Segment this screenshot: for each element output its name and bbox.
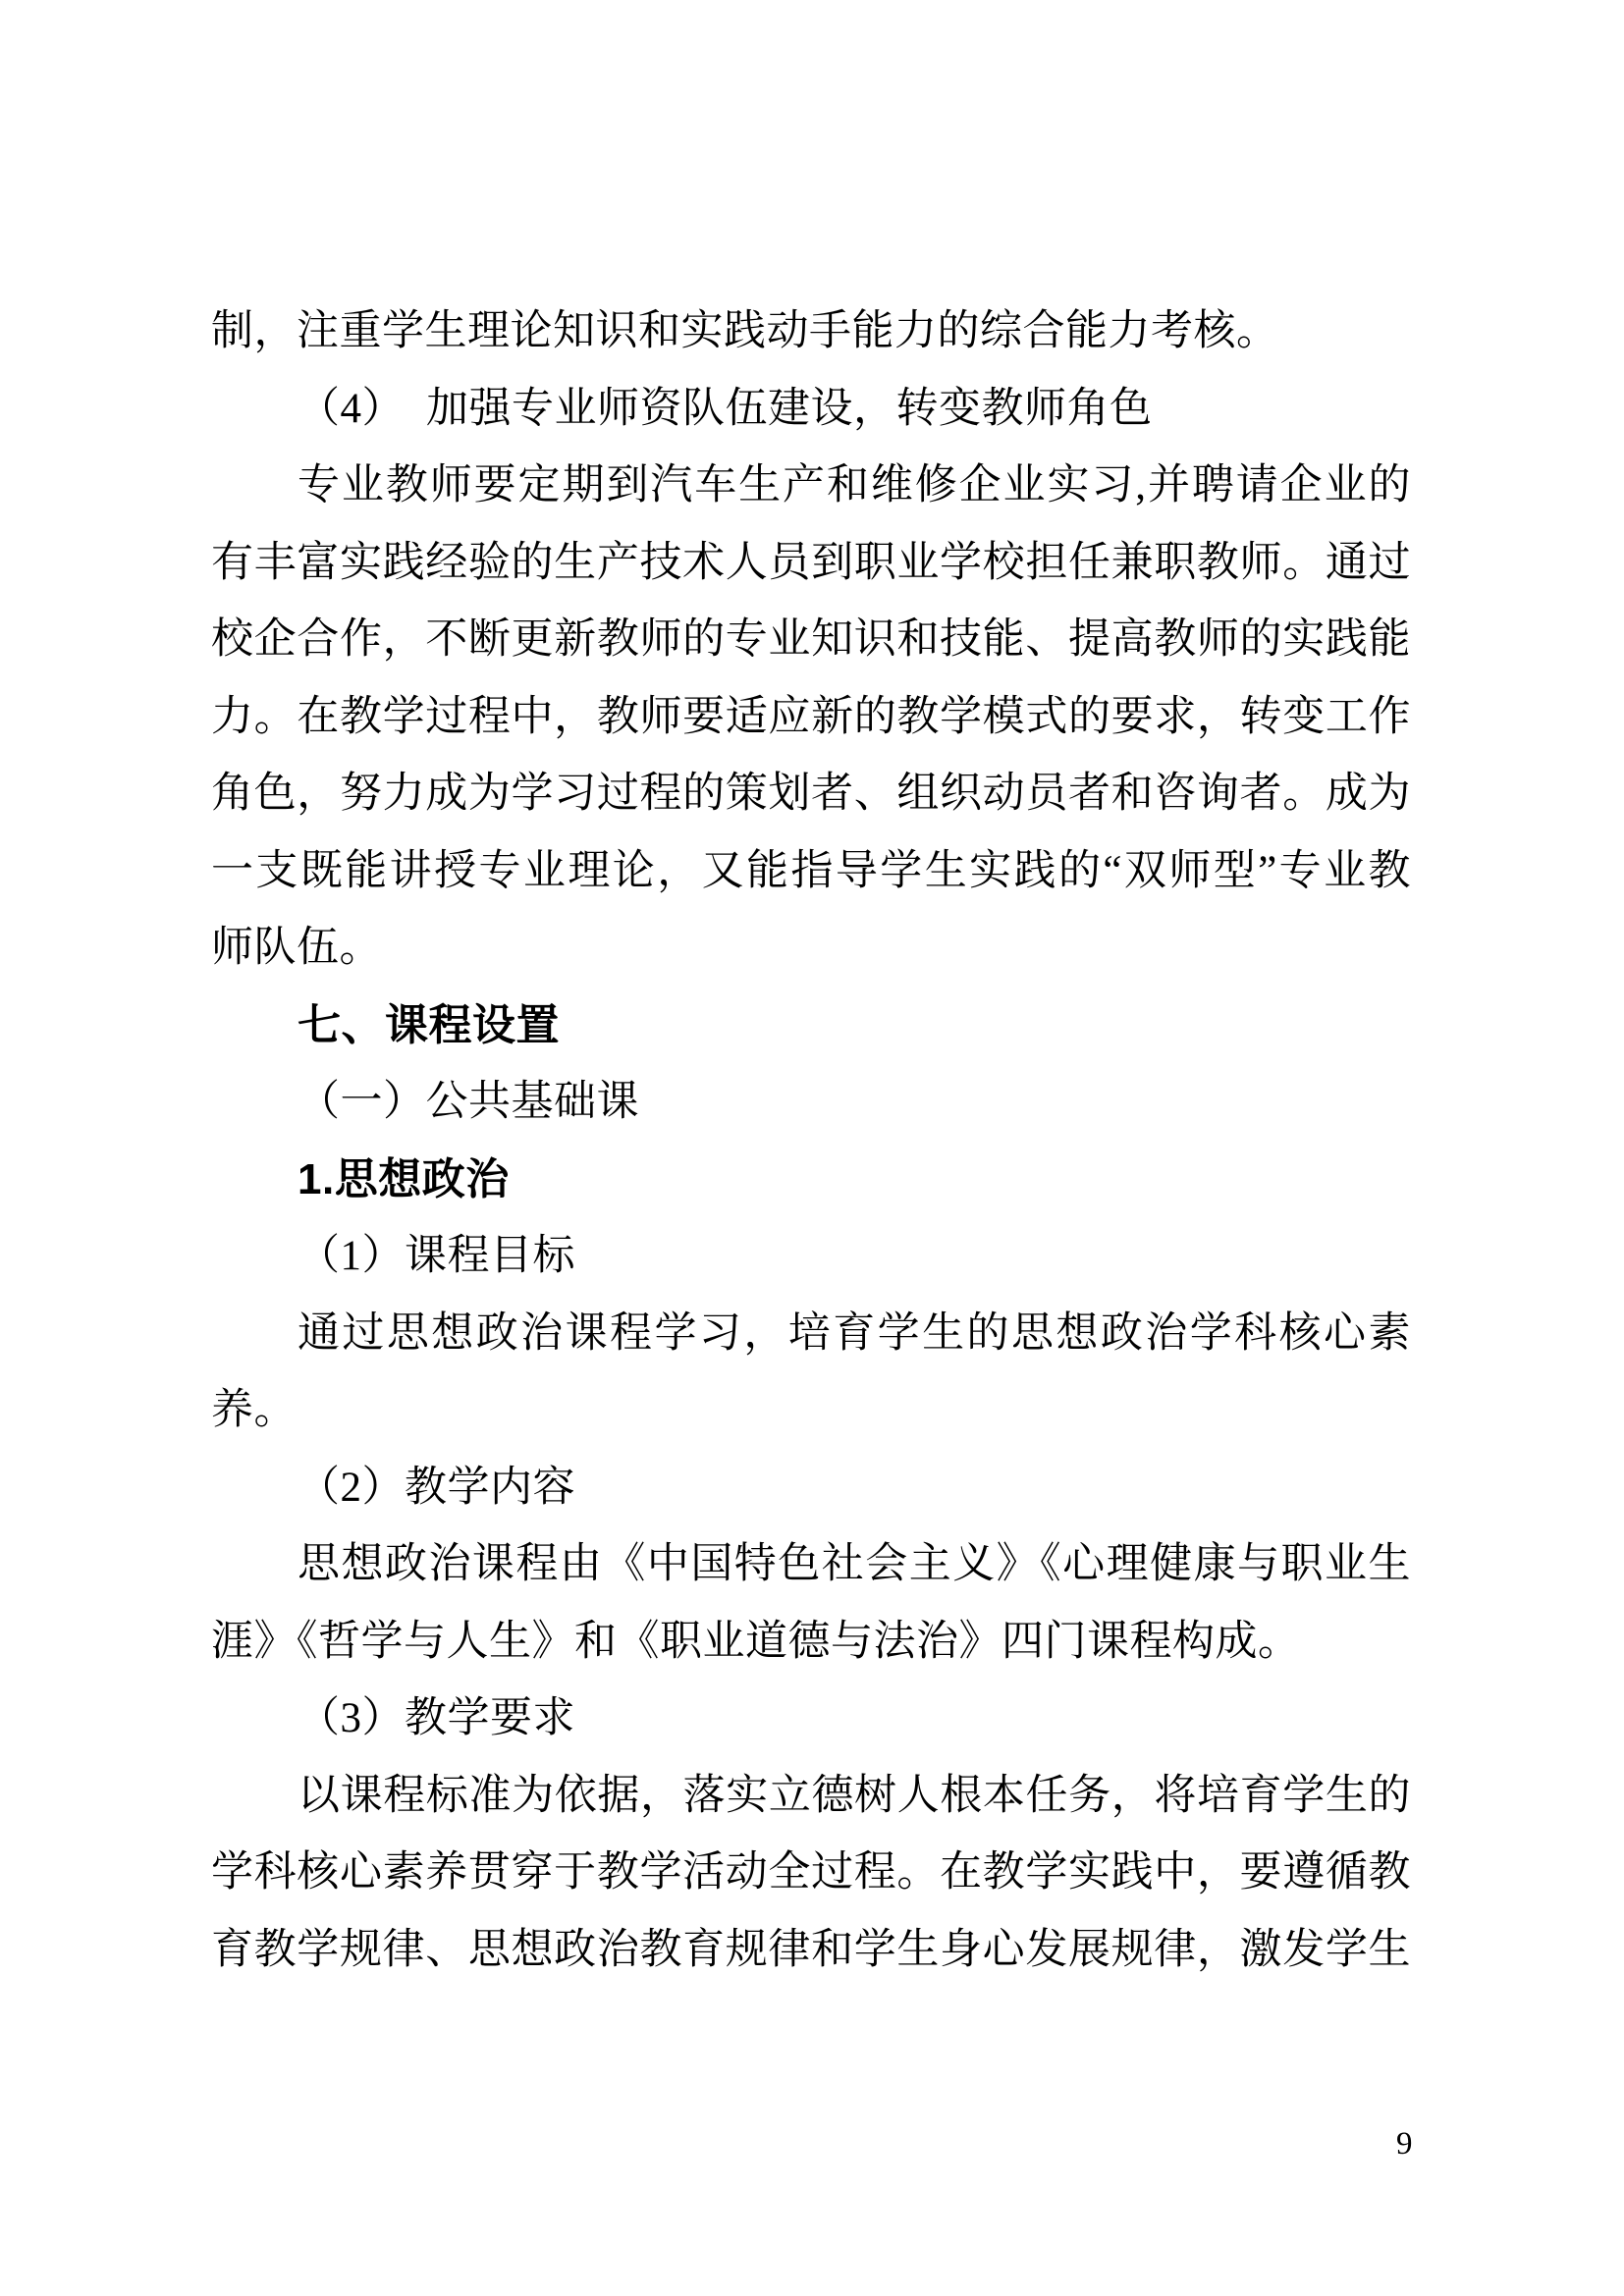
body-line: 校企合作，不断更新教师的专业知识和技能、提高教师的实践能	[211, 616, 1411, 663]
body-line: 专业教师要定期到汽车生产和维修企业实习,并聘请企业的	[298, 462, 1411, 508]
item-heading-teaching-requirements: （3）教学要求	[298, 1695, 575, 1741]
body-line: 有丰富实践经验的生产技术人员到职业学校担任兼职教师。通过	[211, 539, 1411, 586]
body-line: 角色，努力成为学习过程的策划者、组织动员者和咨询者。成为	[211, 771, 1411, 817]
subsection-heading-public-basic-courses: （一）公共基础课	[298, 1079, 639, 1125]
body-line: 涯》《哲学与人生》和《职业道德与法治》四门课程构成。	[211, 1618, 1301, 1665]
page-number: 9	[1396, 2126, 1413, 2162]
item-heading-teaching-content: （2）教学内容	[298, 1464, 575, 1511]
document-body	[211, 294, 1411, 1989]
body-line: 师队伍。	[211, 925, 382, 971]
body-line: 通过思想政治课程学习，培育学生的思想政治学科核心素	[298, 1309, 1411, 1357]
body-line: 思想政治课程由《中国特色社会主义》《心理健康与职业生	[298, 1541, 1411, 1587]
section-heading-courses: 七、课程设置	[298, 1000, 560, 1049]
subitem-heading-4: （4） 加强专业师资队伍建设，转变教师角色	[298, 385, 1153, 432]
item-heading-course-objectives: （1）课程目标	[298, 1233, 575, 1279]
body-line: 力。在教学过程中，教师要适应新的教学模式的要求，转变工作	[211, 693, 1411, 740]
body-line: 学科核心素养贯穿于教学活动全过程。在教学实践中，要遵循教	[211, 1849, 1411, 1896]
body-line: 一支既能讲授专业理论，又能指导学生实践的“双师型”专业教	[211, 847, 1411, 894]
body-line: 制，注重学生理论知识和实践动手能力的综合能力考核。	[211, 308, 1279, 354]
body-line: 养。	[211, 1387, 297, 1433]
body-line: 以课程标准为依据，落实立德树人根本任务，将培育学生的	[298, 1772, 1411, 1819]
course-heading-ideology-politics: 1.思想政治	[298, 1154, 510, 1203]
body-line: 育教学规律、思想政治教育规律和学生身心发展规律，激发学生	[211, 1926, 1411, 1973]
